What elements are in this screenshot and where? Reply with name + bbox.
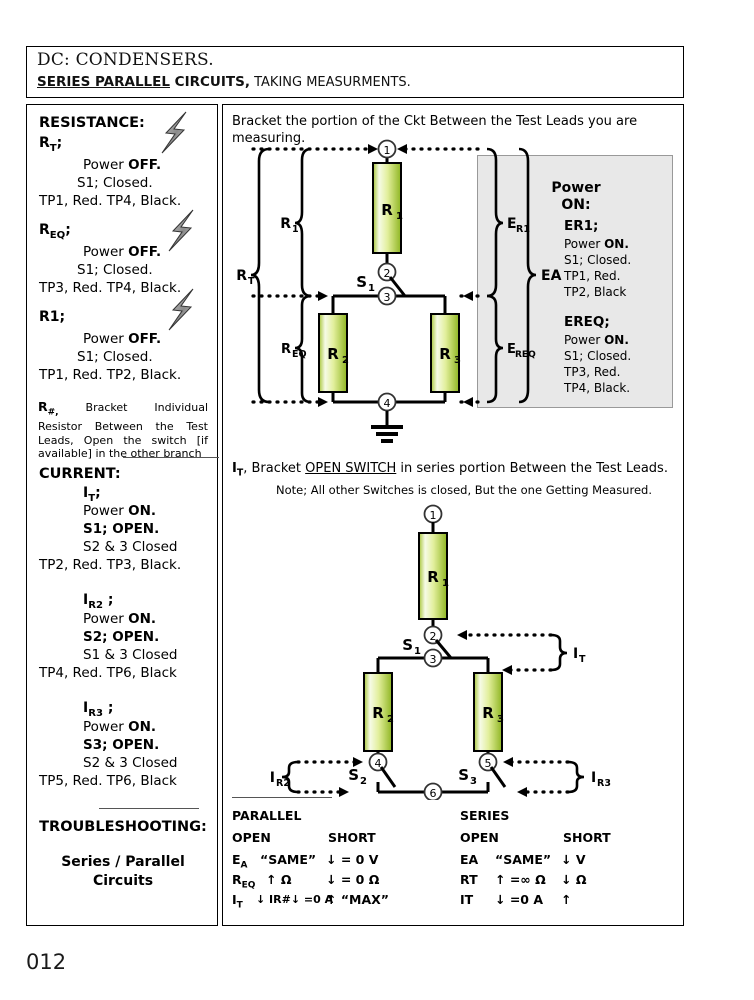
- svg-text:REQ: REQ: [515, 350, 536, 360]
- svg-text:1: 1: [414, 646, 421, 657]
- resistor-r2-bottom: [364, 673, 394, 751]
- table-series-row-2-label: IT: [460, 892, 474, 907]
- table-series-row-2-open: ↓ =0 A: [495, 892, 544, 907]
- current-item-ir2-label: $I_{R2}$ ;: [83, 592, 114, 611]
- divider-tables: [232, 797, 332, 798]
- page-title: DC: CONDENSERS.: [37, 50, 214, 70]
- divider-current-troubleshooting: [99, 808, 199, 809]
- node-1-bottom: [425, 506, 442, 523]
- left-column: [26, 104, 218, 926]
- current-item-ir3-leads: TP5, Red. TP6, Black: [39, 773, 177, 789]
- svg-text:3: 3: [429, 653, 437, 666]
- table-parallel-row-1-short: ↓ = 0 Ω: [326, 872, 380, 887]
- svg-text:1: 1: [442, 578, 449, 589]
- table-parallel-row-0-label: $E_A$: [232, 852, 248, 871]
- table-parallel-row-2-short: ↑ “MAX”: [326, 892, 390, 907]
- table-parallel-col-short: SHORT: [328, 830, 376, 845]
- node-2-bottom: [425, 627, 442, 644]
- panel-block-ereq-line-0: Power ON.: [564, 333, 629, 347]
- right-column: [222, 104, 684, 926]
- bracket-er1: [487, 149, 503, 296]
- panel-block-er1-line-1: S1; Closed.: [564, 253, 632, 267]
- svg-text:4: 4: [374, 757, 382, 770]
- resistance-item-req-label: $R_{EQ}$;: [39, 222, 71, 241]
- current-item-it-leads: TP2, Red. TP3, Black.: [39, 557, 182, 573]
- resistance-item-r1-power: Power OFF.: [83, 331, 162, 347]
- svg-text:R3: R3: [597, 778, 611, 789]
- dotted-connectors-ir3: [511, 762, 568, 792]
- table-parallel-row-1-open: ↑ Ω: [266, 872, 292, 887]
- resistance-item-req-switch: S1; Closed.: [77, 262, 153, 278]
- table-parallel-row-2-label: $I_T$: [232, 892, 243, 911]
- resistor-r3-bottom: [474, 673, 504, 751]
- table-parallel: [232, 808, 301, 823]
- main-frame: [26, 104, 684, 926]
- troubleshooting-heading: TROUBLESHOOTING:: [39, 819, 207, 835]
- troubleshooting-subheading: Series / Parallel Circuits: [61, 854, 185, 889]
- instruction-top: Bracket the portion of the Ckt Between the Test Leads you are measuring.: [232, 114, 638, 146]
- dotted-connectors-ir2: [298, 762, 355, 792]
- resistor-bracket-note: [38, 400, 208, 461]
- panel-block-ereq-head: EREQ;: [564, 314, 610, 330]
- table-series-row-2-short: ↑: [561, 892, 572, 907]
- lightning-bolt-icon: [160, 111, 190, 155]
- svg-text:3: 3: [470, 776, 477, 787]
- bracket-er1-label: E: [507, 216, 517, 232]
- resistance-item-rt-power: Power OFF.: [83, 157, 162, 173]
- svg-text:1: 1: [292, 224, 299, 235]
- resistor-r1-top: [373, 163, 403, 253]
- panel-block-er1-line-2: TP1, Red.: [564, 269, 621, 283]
- table-series-title: SERIES: [460, 808, 510, 823]
- current-item-it-others: S2 & 3 Closed: [83, 539, 178, 555]
- resistance-item-req-leads: TP3, Red. TP4, Black.: [39, 280, 182, 296]
- svg-text:R1: R1: [516, 224, 530, 235]
- current-item-ir3-power: Power ON.: [83, 719, 157, 735]
- current-item-ir3-switch: S3; OPEN.: [83, 737, 160, 753]
- subtitle-circuits: CIRCUITS,: [169, 74, 250, 90]
- node-2-top: [379, 264, 396, 281]
- page-subtitle: [37, 74, 411, 90]
- node-1-top: [379, 141, 396, 158]
- lightning-bolt-icon: [167, 209, 197, 253]
- ground-symbol-top: [371, 411, 403, 441]
- resistance-item-req-power: Power OFF.: [83, 244, 162, 260]
- switch-s2-blade: [381, 767, 395, 787]
- table-series-row-0-short: ↓ V: [561, 852, 586, 867]
- resistor-r2-top: [319, 314, 349, 392]
- table-series-col-short: SHORT: [563, 830, 611, 845]
- current-item-it-label: $I_T$;: [83, 485, 101, 504]
- svg-text:3: 3: [454, 355, 461, 366]
- resistance-item-r1-leads: TP1, Red. TP2, Black.: [39, 367, 182, 383]
- current-item-ir3-label: $I_{R3}$ ;: [83, 700, 114, 719]
- dotted-arrowheads-ir3: [503, 757, 527, 797]
- svg-text:R: R: [439, 345, 451, 363]
- instruction-mid: $I_T$, Bracket OPEN SWITCH in series portion Between the Test Leads.: [232, 461, 668, 479]
- svg-text:R2: R2: [276, 778, 290, 789]
- subtitle-taking: TAKING MEASURMENTS.: [249, 75, 411, 90]
- svg-text:6: 6: [429, 787, 437, 800]
- svg-text:2: 2: [429, 630, 437, 643]
- bracket-r1-label: R: [280, 216, 291, 232]
- svg-text:1: 1: [383, 144, 391, 157]
- resistor-bracket-note-lead: $R_{\#,}$: [38, 399, 59, 418]
- bracket-it: [551, 635, 567, 670]
- switch-s3-label: S: [458, 766, 469, 784]
- svg-text:1: 1: [368, 283, 375, 294]
- resistance-item-rt-label: $R_T$;: [39, 135, 63, 154]
- dotted-arrowheads-it: [457, 630, 512, 675]
- table-parallel-col-open: OPEN: [232, 830, 271, 845]
- table-parallel-title: PARALLEL: [232, 808, 302, 823]
- svg-text:T: T: [579, 654, 586, 665]
- node-6-bottom: [425, 784, 442, 801]
- resistance-item-r1-switch: S1; Closed.: [77, 349, 153, 365]
- resistance-item-r1-label: R1;: [39, 309, 66, 325]
- resistance-item-rt-leads: TP1, Red. TP4, Black.: [39, 193, 182, 209]
- svg-text:R: R: [381, 201, 393, 219]
- bracket-ir2-label: I: [269, 770, 275, 786]
- node-3-bottom: [425, 650, 442, 667]
- svg-text:3: 3: [383, 291, 391, 304]
- table-series-col-open: OPEN: [460, 830, 499, 845]
- table-series-row-0-label: EA: [460, 852, 479, 867]
- circuit-diagram-top: [223, 105, 685, 455]
- bracket-ea-label: EA: [541, 268, 562, 284]
- bracket-ir3: [568, 762, 584, 792]
- table-series-row-1-label: RT: [460, 872, 478, 887]
- current-item-ir2-leads: TP4, Red. TP6, Black: [39, 665, 177, 681]
- bracket-ir3-label: I: [591, 770, 597, 786]
- bracket-rt-label: R: [236, 268, 247, 284]
- resistance-item-rt-switch: S1; Closed.: [77, 175, 153, 191]
- svg-text:EQ: EQ: [292, 349, 307, 360]
- svg-text:5: 5: [484, 757, 492, 770]
- divider-resistance-current: [123, 457, 219, 458]
- node-5-bottom: [480, 754, 497, 771]
- table-series-row-1-short: ↓ Ω: [561, 872, 587, 887]
- panel-title: Power ON:: [551, 180, 601, 213]
- switch-s1-label-bottom: S: [402, 636, 413, 654]
- bracket-r1: [295, 149, 311, 296]
- table-series-row-1-open: ↑ =∞ Ω: [495, 872, 546, 887]
- bracket-it-label: I: [573, 646, 579, 662]
- resistor-r3-top: [431, 314, 461, 392]
- bracket-ea: [519, 149, 536, 402]
- current-item-ir2-switch: S2; OPEN.: [83, 629, 160, 645]
- switch-s2-label: S: [348, 766, 359, 784]
- switch-s3-blade: [491, 767, 505, 787]
- panel-block-er1-line-3: TP2, Black: [564, 285, 627, 299]
- dotted-connectors-it: [463, 635, 551, 670]
- panel-block-ereq-line-3: TP4, Black.: [564, 381, 631, 395]
- svg-text:R: R: [482, 704, 494, 722]
- svg-text:1: 1: [429, 509, 437, 522]
- resistor-r1-bottom: [419, 533, 449, 619]
- svg-text:2: 2: [360, 776, 367, 787]
- instruction-note: Note; All other Switches is closed, But the one Getting Measured.: [276, 483, 652, 497]
- current-item-it-switch: S1; OPEN.: [83, 521, 160, 537]
- instruction-mid-open-switch: OPEN SWITCH: [305, 461, 397, 476]
- svg-text:2: 2: [383, 267, 391, 280]
- node-4-top: [379, 394, 396, 411]
- table-parallel-row-1-label: $R_{EQ}$: [232, 872, 256, 891]
- svg-text:2: 2: [342, 355, 349, 366]
- circuit-diagram-bottom: [223, 500, 685, 800]
- panel-block-er1-head: ER1;: [564, 218, 599, 234]
- svg-text:R: R: [327, 345, 339, 363]
- panel-block-er1-line-0: Power ON.: [564, 237, 629, 251]
- table-parallel-row-0-short: ↓ = 0 V: [326, 852, 379, 867]
- svg-text:T: T: [248, 276, 255, 287]
- switch-s1-label-top: S: [356, 273, 367, 291]
- table-series-row-0-open: “SAME”: [495, 852, 552, 867]
- bracket-ereq-label: E: [507, 342, 516, 357]
- bracket-req-label: R: [280, 342, 291, 357]
- svg-text:R: R: [427, 568, 439, 586]
- bracket-ereq: [487, 296, 503, 402]
- resistor-bracket-note-body: Bracket Individual Resistor Between the Test Leads, Open the switch [if available] in the other branch: [38, 401, 208, 460]
- svg-text:1: 1: [396, 211, 403, 222]
- node-3-top: [379, 288, 396, 305]
- node-4-bottom: [370, 754, 387, 771]
- svg-text:2: 2: [387, 714, 394, 725]
- current-item-ir2-power: Power ON.: [83, 611, 157, 627]
- svg-text:4: 4: [383, 397, 391, 410]
- svg-text:3: 3: [497, 714, 504, 725]
- subtitle-series-parallel: SERIES PARALLEL: [37, 74, 170, 90]
- title-box: [26, 46, 684, 98]
- table-parallel-row-0-open: “SAME”: [260, 852, 317, 867]
- panel-block-ereq-line-2: TP3, Red.: [564, 365, 621, 379]
- instruction-mid-lead: $I_T$: [232, 461, 244, 479]
- page-number: 012: [26, 950, 67, 974]
- table-parallel-row-2-open: ↓ IR#↓ =0 A: [256, 893, 334, 906]
- current-heading: CURRENT:: [39, 466, 121, 482]
- current-item-it-power: Power ON.: [83, 503, 157, 519]
- current-item-ir2-others: S1 & 3 Closed: [83, 647, 178, 663]
- lightning-bolt-icon: [167, 288, 197, 332]
- resistance-heading: RESISTANCE:: [39, 115, 145, 131]
- current-item-ir3-others: S2 & 3 Closed: [83, 755, 178, 771]
- panel-block-ereq-line-1: S1; Closed.: [564, 349, 632, 363]
- svg-text:R: R: [372, 704, 384, 722]
